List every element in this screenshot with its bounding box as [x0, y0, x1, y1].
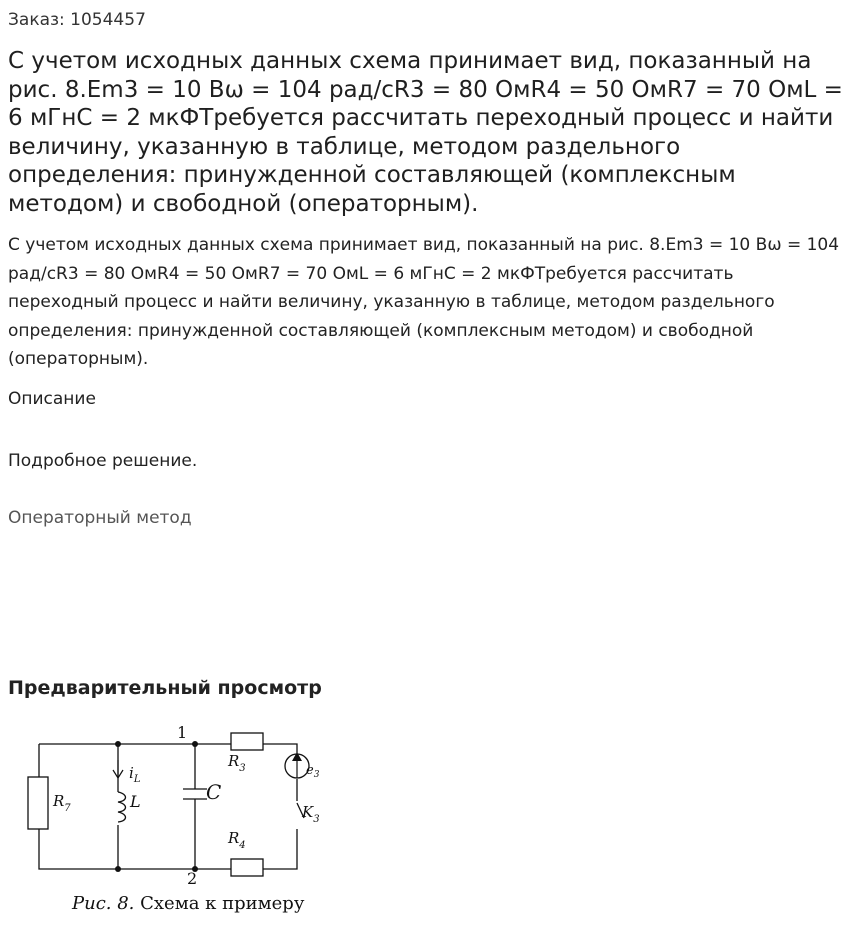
node-2-label: 2: [187, 869, 198, 888]
description-label: Описание: [8, 389, 96, 409]
il-subscript: L: [133, 774, 141, 785]
svg-text:R4: [227, 829, 246, 851]
r3-label: R: [228, 752, 240, 770]
resistor-r7: [28, 777, 48, 829]
detail-text: Подробное решение.: [8, 451, 198, 471]
r7-label: R: [53, 792, 65, 810]
r4-label: R: [228, 829, 240, 847]
figure-caption: [71, 893, 305, 914]
e3-subscript: 3: [313, 770, 320, 780]
svg-text:R3: [227, 752, 246, 774]
e3-label: e: [306, 763, 314, 778]
il-label: i: [129, 764, 134, 782]
k3-subscript: 3: [313, 814, 320, 825]
task-description: С учетом исходных данных схема принимает вид, показанный на рис. 8.Em3 = 10 Вω = 104 рад/сR3 = 80 ОмR4 = 50 ОмR7 = 70 ОмL = 6 мГнC = 2 мкФТребуется рассчитать переходный процесс и найти величину, указанную в таблице, методом раздельного определения: принужденной составляющей (комплексным методом) и свободной (операторным).: [8, 235, 840, 369]
order-number: Заказ: 1054457: [8, 10, 146, 30]
r7-subscript: 7: [64, 803, 71, 814]
caption-text: Схема к примеру: [134, 893, 305, 914]
svg-text:R7: [52, 792, 71, 814]
capacitor-label: C: [206, 780, 222, 804]
preview-heading: Предварительный просмотр: [8, 677, 322, 699]
node-dot: [115, 741, 121, 747]
r3-subscript: 3: [239, 763, 246, 774]
node-dot: [115, 866, 121, 872]
resistor-r4: [231, 859, 263, 876]
current-arrow-il: [113, 760, 123, 778]
svg-text:e3: [306, 763, 320, 780]
r4-subscript: 4: [239, 840, 246, 851]
k3-label: K: [302, 803, 314, 821]
method-text: Операторный метод: [8, 508, 192, 528]
circuit-diagram: [0, 715, 360, 941]
svg-text:iL: [129, 764, 141, 785]
svg-text:K3: [301, 803, 320, 825]
node-dot: [192, 741, 198, 747]
resistor-r3: [231, 733, 263, 750]
inductor-label: L: [130, 792, 141, 811]
caption-prefix: Рис. 8.: [72, 893, 135, 914]
task-title: С учетом исходных данных схема принимает вид, показанный на рис. 8.Em3 = 10 Вω = 104 рад/сR3 = 80 ОмR4 = 50 ОмR7 = 70 ОмL = 6 мГнC = 2 мкФТребуется рассчитать переходный процесс и найти величину, указанную в таблице, методом раздельного определения: принужденной составляющей (комплексным методом) и свободной (операторным).: [8, 48, 843, 217]
node-1-label: 1: [177, 723, 188, 742]
